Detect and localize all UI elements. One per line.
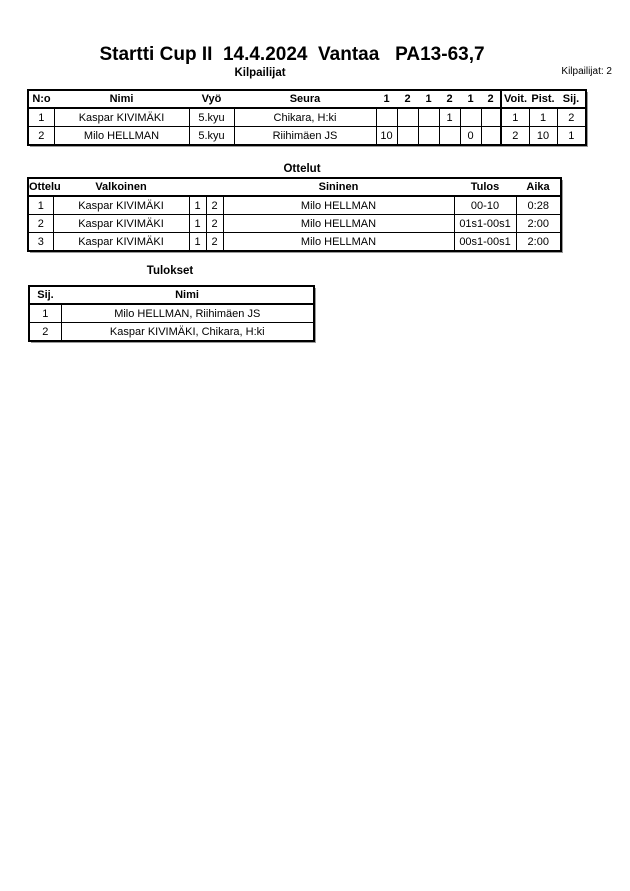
match-white-no: 1 bbox=[189, 233, 206, 252]
match-row bbox=[28, 233, 561, 252]
result-name: Kaspar KIVIMÄKI, Chikara, H:ki bbox=[61, 323, 314, 342]
result-row bbox=[29, 323, 314, 342]
score-cell bbox=[418, 127, 439, 146]
results-header-row bbox=[29, 286, 314, 304]
match-no: 1 bbox=[28, 196, 53, 215]
score-cell bbox=[481, 108, 501, 127]
competitor-rank: 2 bbox=[557, 108, 586, 127]
competitor-wins: 1 bbox=[501, 108, 529, 127]
match-blue-name: Milo HELLMAN bbox=[223, 233, 454, 252]
match-white-no: 1 bbox=[189, 215, 206, 233]
col-header-wins: Voit. bbox=[501, 90, 529, 108]
competitors-heading: Kilpailijat bbox=[234, 67, 286, 79]
col-header-name: Nimi bbox=[61, 286, 314, 304]
col-header-white: Valkoinen bbox=[53, 178, 189, 196]
result-row bbox=[29, 304, 314, 323]
col-header-no: N:o bbox=[28, 90, 54, 108]
score-cell bbox=[481, 127, 501, 146]
result-name: Milo HELLMAN, Riihimäen JS bbox=[61, 304, 314, 323]
result-rank: 2 bbox=[29, 323, 61, 342]
score-cell bbox=[460, 108, 481, 127]
matches-heading: Ottelut bbox=[283, 163, 321, 175]
result-rank: 1 bbox=[29, 304, 61, 323]
competitor-club: Chikara, H:ki bbox=[234, 108, 376, 127]
score-cell bbox=[397, 127, 418, 146]
col-header-score3: 1 bbox=[418, 90, 439, 108]
col-header-spacer bbox=[189, 178, 206, 196]
col-header-match: Ottelu bbox=[28, 178, 53, 196]
match-time: 2:00 bbox=[516, 233, 561, 252]
participants-count-label: Kilpailijat: 2 bbox=[561, 66, 612, 77]
score-cell bbox=[418, 108, 439, 127]
matches-table bbox=[27, 177, 562, 252]
score-cell bbox=[376, 108, 397, 127]
col-header-belt: Vyö bbox=[189, 90, 234, 108]
competitor-no: 1 bbox=[28, 108, 54, 127]
match-blue-name: Milo HELLMAN bbox=[223, 196, 454, 215]
score-cell: 1 bbox=[439, 108, 460, 127]
match-time: 2:00 bbox=[516, 215, 561, 233]
col-header-points: Pist. bbox=[529, 90, 557, 108]
competitor-points: 10 bbox=[529, 127, 557, 146]
col-header-blue: Sininen bbox=[223, 178, 454, 196]
competitor-belt: 5.kyu bbox=[189, 108, 234, 127]
results-table bbox=[28, 285, 315, 342]
match-white-name: Kaspar KIVIMÄKI bbox=[53, 196, 189, 215]
match-blue-no: 2 bbox=[206, 233, 223, 252]
col-header-score6: 2 bbox=[481, 90, 501, 108]
competitor-row bbox=[28, 108, 586, 127]
competitors-header-row bbox=[28, 90, 586, 108]
match-blue-name: Milo HELLMAN bbox=[223, 215, 454, 233]
match-no: 3 bbox=[28, 233, 53, 252]
match-time: 0:28 bbox=[516, 196, 561, 215]
col-header-score5: 1 bbox=[460, 90, 481, 108]
match-result: 01s1-00s1 bbox=[454, 215, 516, 233]
col-header-result: Tulos bbox=[454, 178, 516, 196]
competitor-club: Riihimäen JS bbox=[234, 127, 376, 146]
score-cell bbox=[397, 108, 418, 127]
competitor-no: 2 bbox=[28, 127, 54, 146]
match-result: 00s1-00s1 bbox=[454, 233, 516, 252]
match-blue-no: 2 bbox=[206, 196, 223, 215]
matches-header-row bbox=[28, 178, 561, 196]
competitors-table bbox=[27, 89, 587, 146]
match-row bbox=[28, 215, 561, 233]
competitor-belt: 5.kyu bbox=[189, 127, 234, 146]
score-cell: 0 bbox=[460, 127, 481, 146]
col-header-score2: 2 bbox=[397, 90, 418, 108]
competitor-points: 1 bbox=[529, 108, 557, 127]
match-row bbox=[28, 196, 561, 215]
match-result: 00-10 bbox=[454, 196, 516, 215]
match-no: 2 bbox=[28, 215, 53, 233]
col-header-rank: Sij. bbox=[557, 90, 586, 108]
score-cell bbox=[439, 127, 460, 146]
match-white-name: Kaspar KIVIMÄKI bbox=[53, 215, 189, 233]
match-white-name: Kaspar KIVIMÄKI bbox=[53, 233, 189, 252]
competitor-rank: 1 bbox=[557, 127, 586, 146]
col-header-name: Nimi bbox=[54, 90, 189, 108]
page-title: Startti Cup II 14.4.2024 Vantaa PA13-63,7 bbox=[99, 44, 485, 65]
col-header-club: Seura bbox=[234, 90, 376, 108]
match-white-no: 1 bbox=[189, 196, 206, 215]
match-blue-no: 2 bbox=[206, 215, 223, 233]
competitor-name: Milo HELLMAN bbox=[54, 127, 189, 146]
competitor-name: Kaspar KIVIMÄKI bbox=[54, 108, 189, 127]
col-header-spacer bbox=[206, 178, 223, 196]
col-header-score4: 2 bbox=[439, 90, 460, 108]
competitor-row bbox=[28, 127, 586, 146]
col-header-time: Aika bbox=[516, 178, 561, 196]
results-heading: Tulokset bbox=[146, 265, 194, 277]
col-header-rank: Sij. bbox=[29, 286, 61, 304]
col-header-score1: 1 bbox=[376, 90, 397, 108]
score-cell: 10 bbox=[376, 127, 397, 146]
competitor-wins: 2 bbox=[501, 127, 529, 146]
